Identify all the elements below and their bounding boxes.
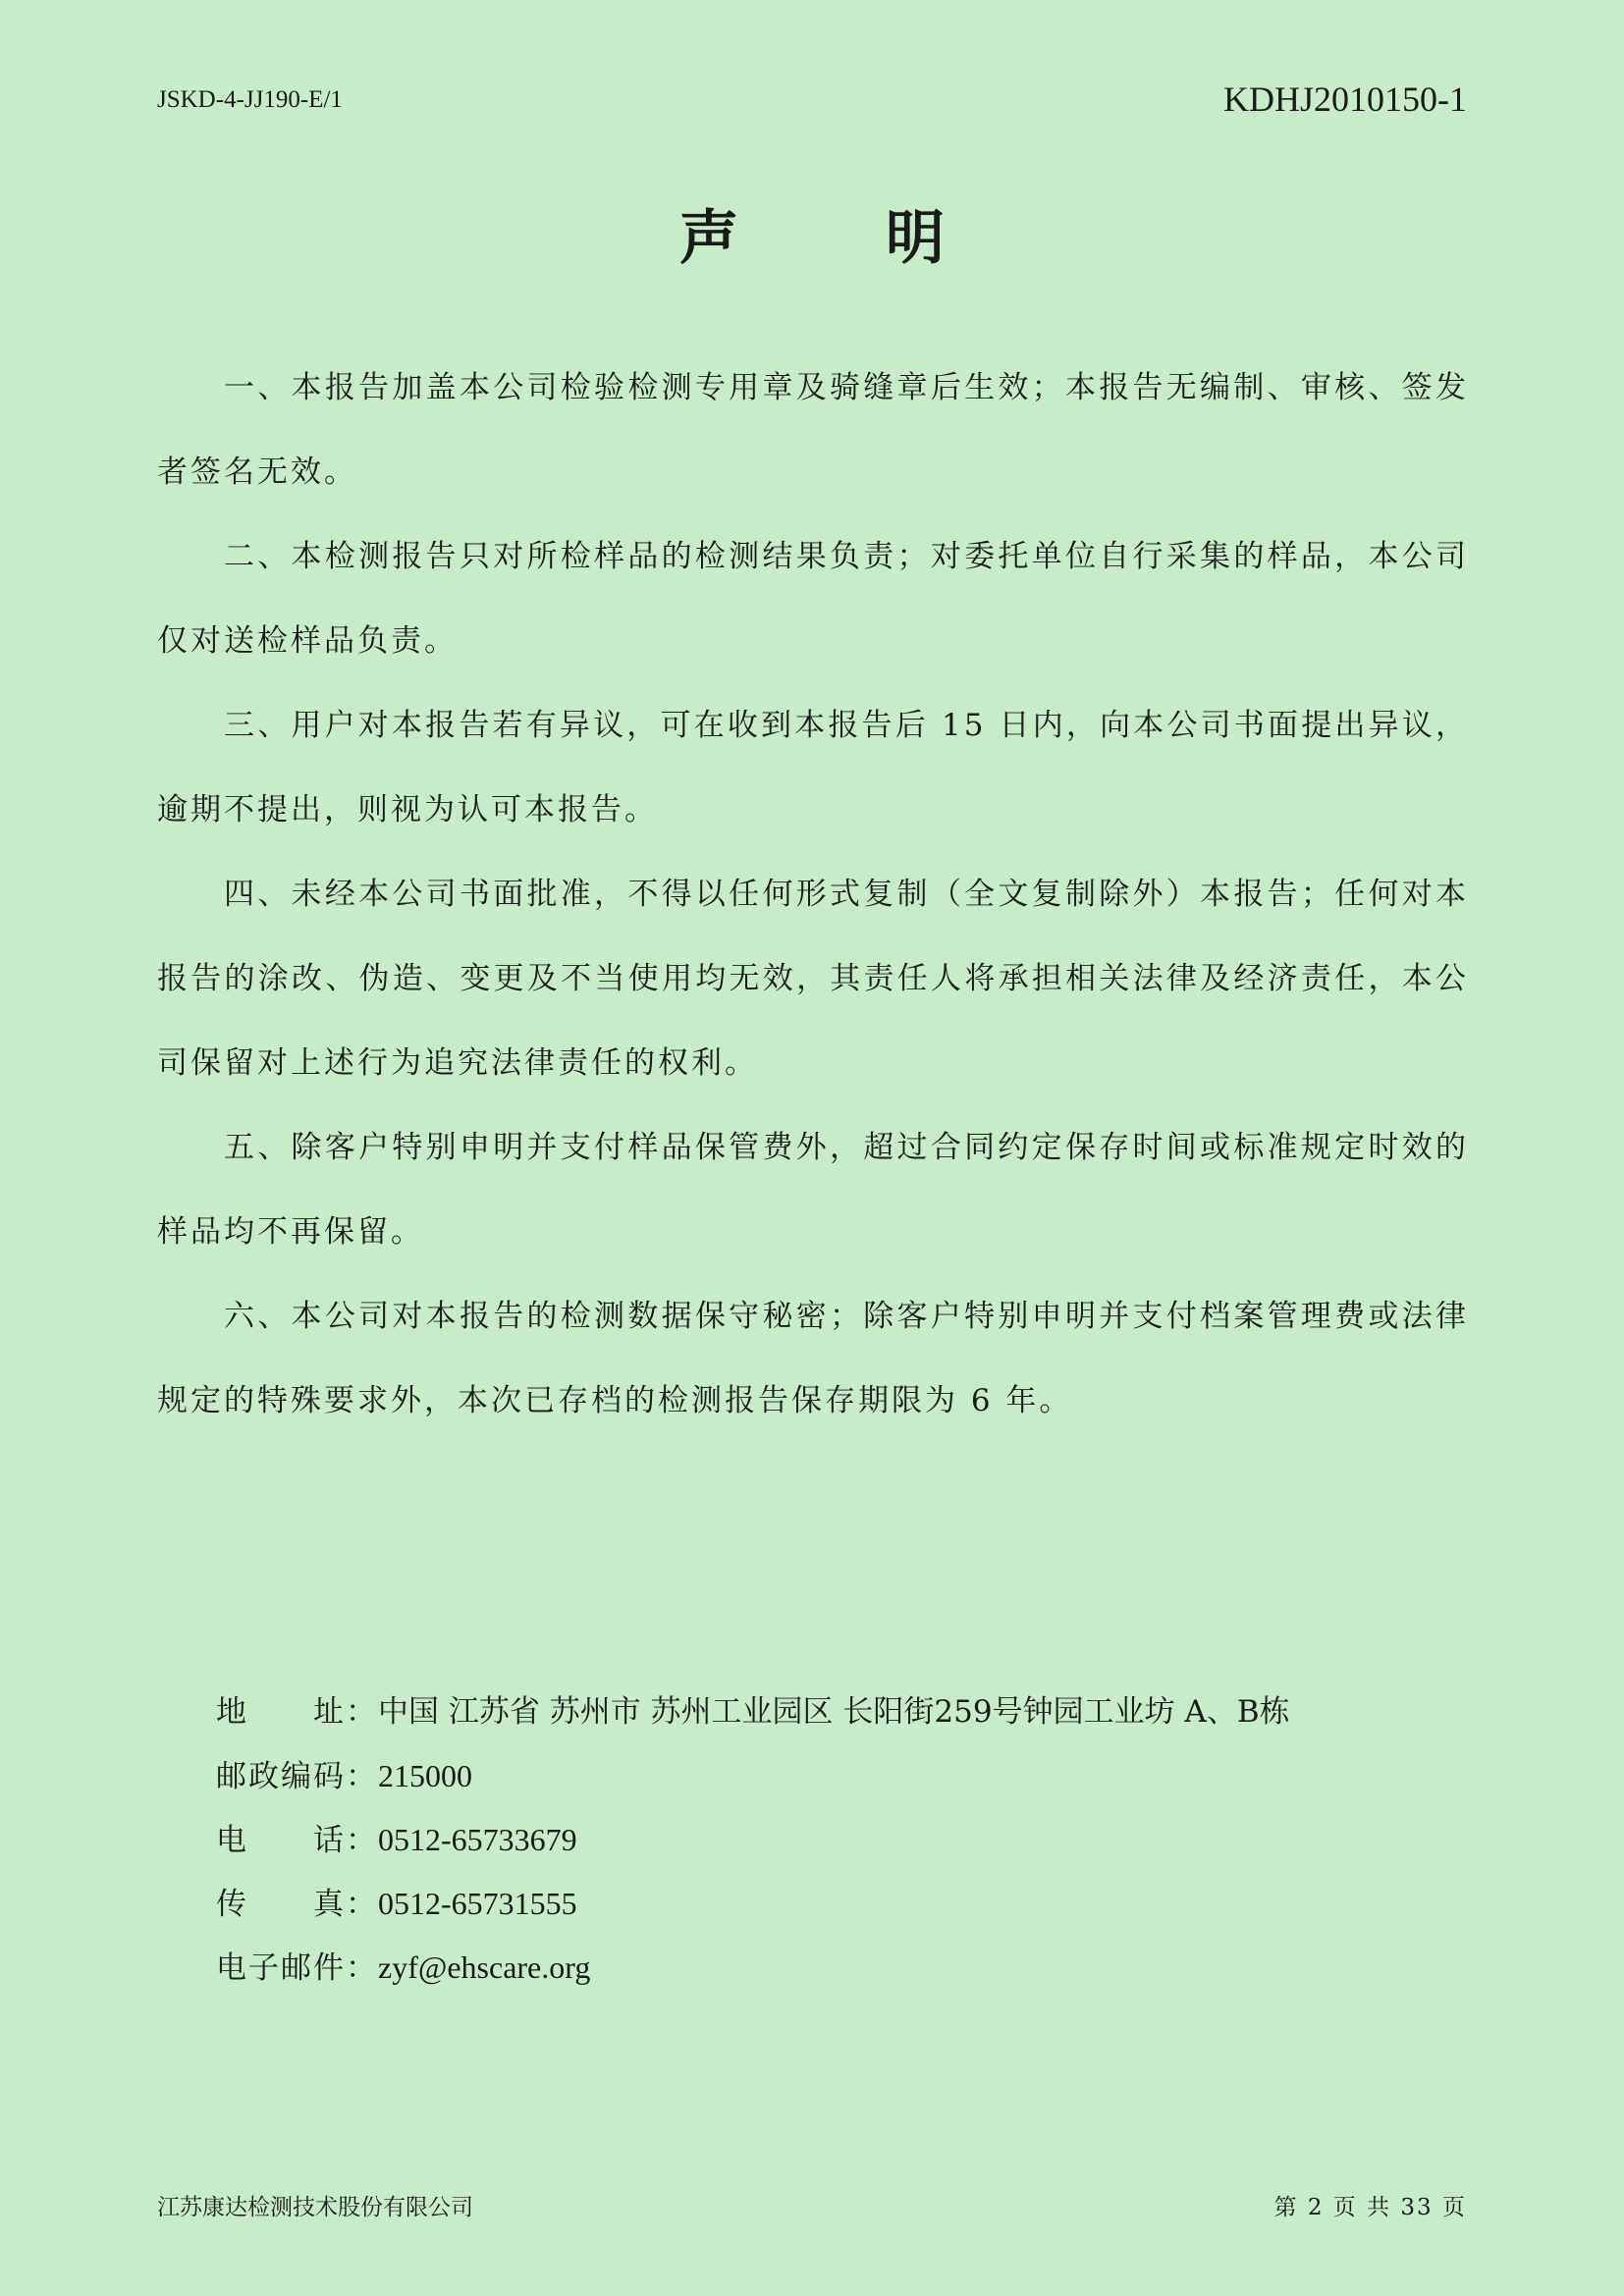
address-label: 地 址： — [216, 1694, 378, 1730]
statement-6: 六、本公司对本报告的检测数据保守秘密；除客户特别申明并支付档案管理费或法律规定的特殊要求外，本次已存档的检测报告保存期限为 6 年。 — [157, 1299, 1469, 1418]
contact-info — [216, 1681, 1492, 2000]
fax-value: 0512-65731555 — [378, 1886, 577, 1921]
phone-label: 电 话： — [216, 1823, 378, 1858]
fax-label: 传 真： — [216, 1887, 378, 1922]
statement-1: 一、本报告加盖本公司检验检测专用章及骑缝章后生效；本报告无编制、审核、签发者签名无效。 — [157, 370, 1469, 490]
postcode-value: 215000 — [378, 1758, 472, 1793]
statement-3: 三、用户对本报告若有异议，可在收到本报告后 15 日内，向本公司书面提出异议，逾期不提出，则视为认可本报告。 — [157, 708, 1469, 828]
statement-4: 四、未经本公司书面批准，不得以任何形式复制（全文复制除外）本报告；任何对本报告的涂改、伪造、变更及不当使用均无效，其责任人将承担相关法律及经济责任，本公司保留对上述行为追究法律责任的权利。 — [157, 877, 1469, 1081]
postcode-row — [216, 1744, 1492, 1808]
footer-page-number: 第 2 页 共 33 页 — [1273, 2195, 1467, 2220]
fax-row — [216, 1872, 1492, 1936]
email-value: zyf@ehscare.org — [378, 1949, 591, 1985]
address-value: 中国 江苏省 苏州市 苏州工业园区 长阳街259号钟园工业坊 A、B栋 — [378, 1694, 1290, 1730]
email-row — [216, 1936, 1492, 2000]
page-title: 声明 — [679, 204, 1092, 273]
statement-5: 五、除客户特别申明并支付样品保管费外，超过合同约定保存时间或标准规定时效的样品均不再保留。 — [157, 1130, 1469, 1250]
form-code: JSKD-4-JJ190-E/1 — [157, 86, 343, 113]
statement-2: 二、本检测报告只对所检样品的检测结果负责；对委托单位自行采集的样品，本公司仅对送检样品负责。 — [157, 539, 1469, 659]
phone-value: 0512-65733679 — [378, 1822, 577, 1857]
address-row — [216, 1681, 1492, 1744]
postcode-label: 邮政编码： — [216, 1759, 378, 1794]
statements-section — [157, 346, 1469, 1443]
email-label: 电子邮件： — [216, 1950, 378, 1986]
phone-row — [216, 1808, 1492, 1872]
footer-company: 江苏康达检测技术股份有限公司 — [157, 2195, 473, 2220]
report-number: KDHJ2010150-1 — [1223, 80, 1467, 119]
